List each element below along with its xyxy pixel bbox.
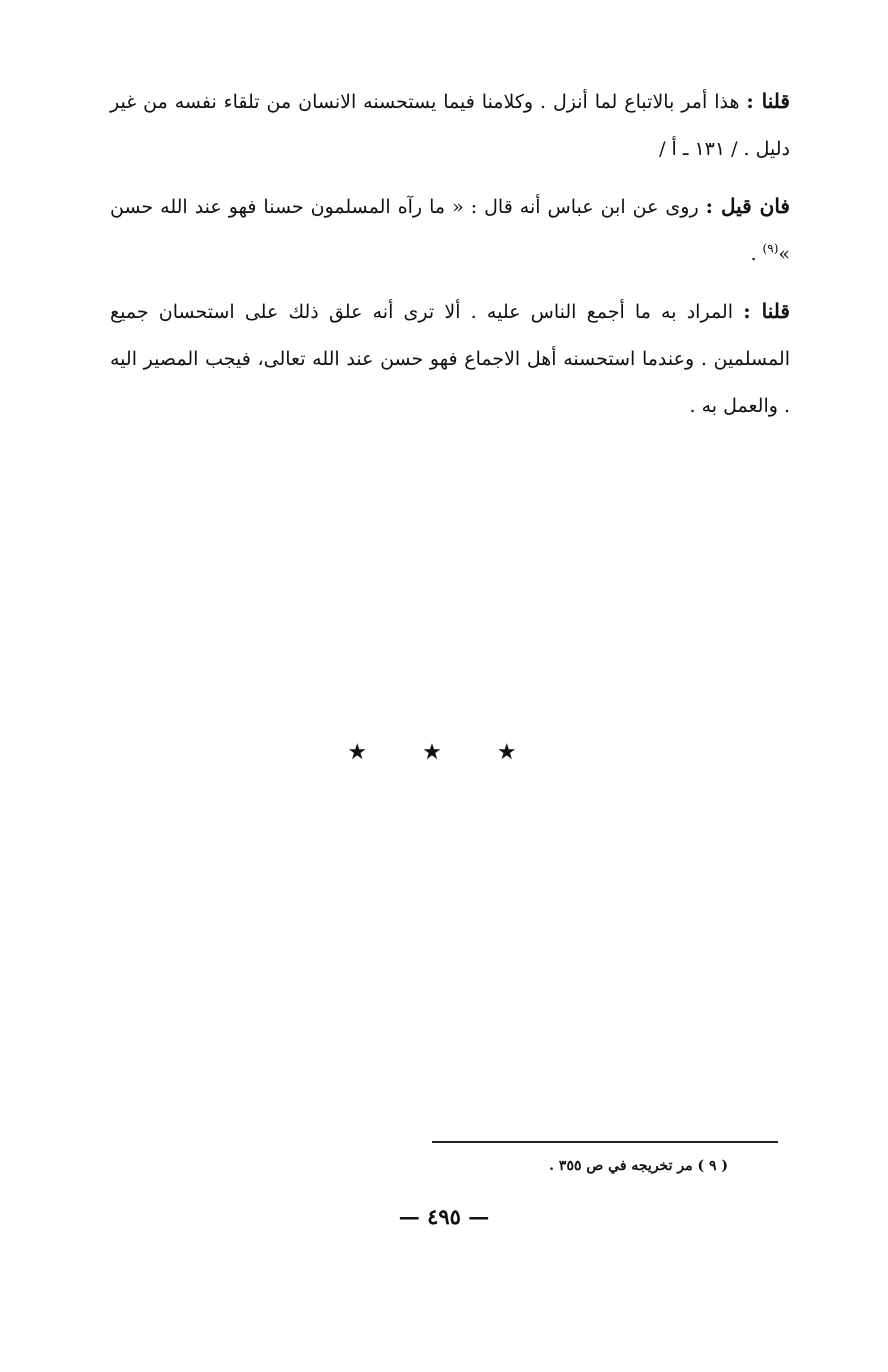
paragraph-lead: قلنا :: [746, 89, 790, 113]
section-divider-stars: ★ ★ ★: [347, 740, 541, 765]
paragraph-text: روى عن ابن عباس أنه قال : « ما رآه المسلمون حسنا فهو عند الله حسن »: [110, 196, 790, 265]
paragraph-text: هذا أمر بالاتباع لما أنزل . وكلامنا فيما يستحسنه الانسان من تلقاء نفسه من غير دليل . / ١٣١ ـ أ /: [110, 91, 790, 160]
page-number: — ٤٩٥ —: [398, 1204, 490, 1229]
body-text: [110, 78, 790, 440]
footnote-reference: (٩): [762, 241, 779, 256]
paragraph-3: [110, 288, 790, 430]
paragraph-lead: فان قيل :: [705, 194, 790, 218]
paragraph-1: [110, 78, 790, 173]
paragraph-2: [110, 183, 790, 278]
paragraph-text: المراد به ما أجمع الناس عليه . ألا ترى أنه علق ذلك على استحسان جميع المسلمين . وعندما استحسنه أهل الاجماع فهو حسن عند الله تعالى، فيجب المصير اليه . والعمل به .: [110, 301, 790, 417]
paragraph-lead: قلنا :: [743, 299, 790, 323]
paragraph-tail: .: [750, 243, 763, 265]
footnote-separator: [432, 1141, 778, 1143]
footnote: ( ٩ ) مر تخريجه في ص ٣٥٥ .: [549, 1158, 728, 1174]
